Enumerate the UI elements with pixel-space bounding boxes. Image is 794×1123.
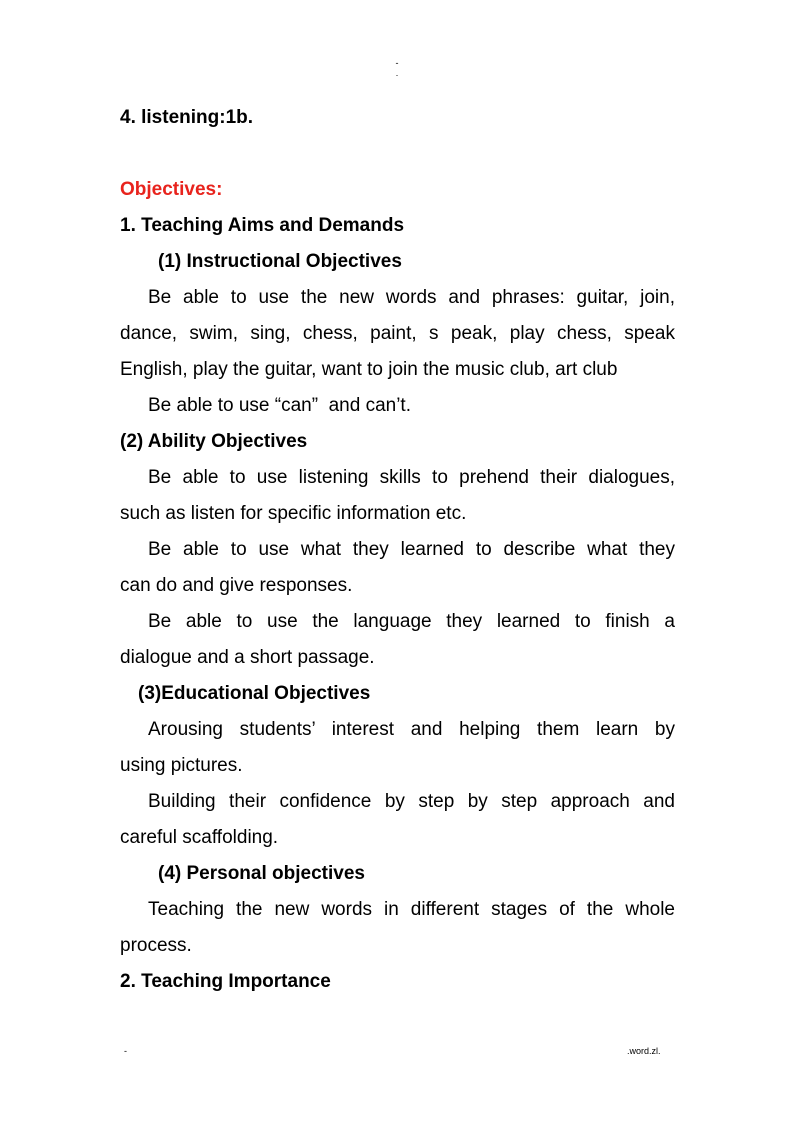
- personal-heading: (4) Personal objectives: [158, 863, 365, 884]
- paragraph-line: Be able to use the language they learned to finish a: [148, 611, 675, 632]
- ability-heading: (2) Ability Objectives: [120, 431, 308, 452]
- blank-line: [120, 136, 675, 172]
- document-body: [120, 100, 675, 1000]
- page-header: [0, 58, 794, 78]
- section-heading: 4. listening:1b.: [120, 107, 254, 128]
- paragraph-line: process.: [120, 935, 192, 956]
- instructional-heading: (1) Instructional Objectives: [158, 251, 402, 272]
- paragraph-line: Be able to use what they learned to describe what they: [148, 539, 675, 560]
- objectives-heading: Objectives:: [120, 179, 223, 200]
- paragraph-line: such as listen for specific information etc.: [120, 503, 467, 524]
- aims-heading: 1. Teaching Aims and Demands: [120, 215, 405, 236]
- paragraph-line: Be able to use listening skills to prehend their dialogues,: [148, 467, 675, 488]
- paragraph-line: Be able to use the new words and phrases: guitar, join,: [148, 287, 675, 308]
- paragraph-line: using pictures.: [120, 755, 243, 776]
- paragraph-line: can do and give responses.: [120, 575, 353, 596]
- header-dot: .: [395, 68, 399, 78]
- paragraph-line: Building their confidence by step by step approach and: [148, 791, 675, 812]
- importance-heading: 2. Teaching Importance: [120, 971, 331, 992]
- paragraph-line: dance, swim, sing, chess, paint, s peak, play chess, speak: [120, 323, 675, 344]
- header-mark: -: [395, 58, 399, 68]
- paragraph-line: Be able to use “can” and can’t.: [148, 395, 411, 416]
- footer-source: .word.zl.: [627, 1046, 661, 1056]
- paragraph-line: English, play the guitar, want to join the music club, art club: [120, 359, 618, 380]
- paragraph-line: Teaching the new words in different stages of the whole: [148, 899, 675, 920]
- paragraph-line: dialogue and a short passage.: [120, 647, 375, 668]
- paragraph-line: careful scaffolding.: [120, 827, 279, 848]
- educational-heading: (3)Educational Objectives: [138, 683, 371, 704]
- paragraph-line: Arousing students’ interest and helping them learn by: [148, 719, 675, 740]
- footer-mark: -: [124, 1046, 127, 1056]
